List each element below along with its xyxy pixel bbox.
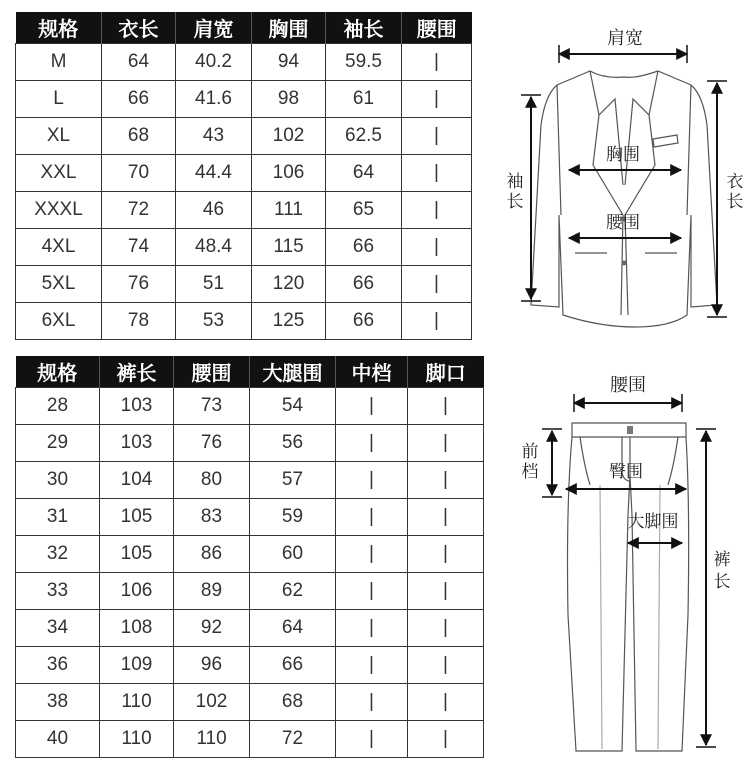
jacket-table-cell: 62.5 bbox=[326, 118, 402, 155]
jacket-table-cell: 43 bbox=[176, 118, 252, 155]
pants-size-table bbox=[15, 356, 484, 758]
jacket-table-cell: 102 bbox=[252, 118, 326, 155]
pants-header-size: 规格 bbox=[16, 356, 100, 388]
jacket-table-cell: 72 bbox=[102, 192, 176, 229]
shoulder-label: 肩宽 bbox=[607, 28, 643, 49]
pants-table-cell: 68 bbox=[250, 684, 336, 721]
jacket-table-cell: 46 bbox=[176, 192, 252, 229]
pants-table-row bbox=[16, 573, 484, 610]
length-label-1: 衣 bbox=[726, 172, 744, 192]
jacket-header-size: 规格 bbox=[16, 12, 102, 44]
hip-label: 臀围 bbox=[609, 462, 643, 482]
jacket-table-cell: 5XL bbox=[16, 266, 102, 303]
jacket-table-cell: 106 bbox=[252, 155, 326, 192]
pants-table-row bbox=[16, 647, 484, 684]
jacket-table-cell: 65 bbox=[326, 192, 402, 229]
pants-table-cell: 96 bbox=[174, 647, 250, 684]
jacket-table-cell: 44.4 bbox=[176, 155, 252, 192]
pants-header-thigh: 大腿围 bbox=[250, 356, 336, 388]
pants-table-cell: 59 bbox=[250, 499, 336, 536]
jacket-table-cell: XXL bbox=[16, 155, 102, 192]
jacket-table-cell: 61 bbox=[326, 81, 402, 118]
pants-header-hem: 脚口 bbox=[408, 356, 484, 388]
pants-table-header bbox=[16, 356, 484, 388]
pants-table-cell: 66 bbox=[250, 647, 336, 684]
pants-table-cell: 29 bbox=[16, 425, 100, 462]
pants-table-body bbox=[16, 388, 484, 758]
pants-header-knee: 中档 bbox=[336, 356, 408, 388]
jacket-table-cell: 74 bbox=[102, 229, 176, 266]
pants-table-cell: | bbox=[336, 388, 408, 425]
jacket-table-cell: | bbox=[402, 44, 472, 81]
pants-table-cell: 54 bbox=[250, 388, 336, 425]
length-label-2: 长 bbox=[726, 192, 744, 212]
chest-label: 胸围 bbox=[606, 145, 640, 165]
pants-table-cell: 103 bbox=[100, 388, 174, 425]
pants-table-cell: 108 bbox=[100, 610, 174, 647]
pants-table-row bbox=[16, 388, 484, 425]
pants-table-cell: | bbox=[336, 425, 408, 462]
jacket-table-row bbox=[16, 118, 472, 155]
jacket-header-row bbox=[16, 12, 472, 44]
rise-label-2: 档 bbox=[521, 462, 539, 482]
waist-label: 腰围 bbox=[606, 213, 640, 233]
jacket-table-cell: 66 bbox=[326, 229, 402, 266]
pants-table-row bbox=[16, 462, 484, 499]
jacket-table-cell: 4XL bbox=[16, 229, 102, 266]
pants-table-cell: | bbox=[336, 499, 408, 536]
jacket-table-cell: 41.6 bbox=[176, 81, 252, 118]
pants-table-cell: | bbox=[336, 721, 408, 758]
pants-table-cell: | bbox=[408, 721, 484, 758]
jacket-table-cell: 40.2 bbox=[176, 44, 252, 81]
pants-table-cell: 38 bbox=[16, 684, 100, 721]
jacket-table-row bbox=[16, 229, 472, 266]
pants-header-row bbox=[16, 356, 484, 388]
pants-table-cell: 31 bbox=[16, 499, 100, 536]
pants-table-cell: 56 bbox=[250, 425, 336, 462]
pants-table-cell: 76 bbox=[174, 425, 250, 462]
pants-table-row bbox=[16, 425, 484, 462]
jacket-table-row bbox=[16, 155, 472, 192]
jacket-table-cell: 59.5 bbox=[326, 44, 402, 81]
pants-table-cell: 60 bbox=[250, 536, 336, 573]
jacket-table-cell: 94 bbox=[252, 44, 326, 81]
pants-table-cell: 40 bbox=[16, 721, 100, 758]
pants-table-cell: | bbox=[408, 573, 484, 610]
pants-table-cell: 92 bbox=[174, 610, 250, 647]
jacket-table-cell: | bbox=[402, 266, 472, 303]
jacket-size-table bbox=[15, 12, 472, 340]
pants-table-cell: 83 bbox=[174, 499, 250, 536]
pants-table-cell: | bbox=[408, 610, 484, 647]
pants-table-cell: 104 bbox=[100, 462, 174, 499]
jacket-table-cell: | bbox=[402, 118, 472, 155]
pants-table-cell: | bbox=[336, 536, 408, 573]
pants-table-cell: 106 bbox=[100, 573, 174, 610]
jacket-header-length: 衣长 bbox=[102, 12, 176, 44]
pants-table-cell: | bbox=[408, 684, 484, 721]
jacket-table-cell: 111 bbox=[252, 192, 326, 229]
jacket-table-cell: 48.4 bbox=[176, 229, 252, 266]
pants-table-cell: | bbox=[408, 499, 484, 536]
pants-table-cell: 64 bbox=[250, 610, 336, 647]
pants-table-cell: 62 bbox=[250, 573, 336, 610]
button-icon bbox=[627, 426, 633, 434]
pants-table-cell: | bbox=[408, 425, 484, 462]
jacket-table-cell: | bbox=[402, 155, 472, 192]
pants-table-cell: 73 bbox=[174, 388, 250, 425]
jacket-table-cell: 51 bbox=[176, 266, 252, 303]
jacket-outline-icon bbox=[531, 71, 717, 327]
pants-table-cell: 80 bbox=[174, 462, 250, 499]
pants-table-row bbox=[16, 536, 484, 573]
jacket-table-cell: 66 bbox=[326, 303, 402, 340]
pants-table-cell: | bbox=[336, 647, 408, 684]
jacket-header-sleeve: 袖长 bbox=[326, 12, 402, 44]
jacket-table-cell: 76 bbox=[102, 266, 176, 303]
jacket-table-cell: M bbox=[16, 44, 102, 81]
jacket-table-cell: 98 bbox=[252, 81, 326, 118]
pants-table-cell: 32 bbox=[16, 536, 100, 573]
jacket-table-row bbox=[16, 44, 472, 81]
pants-table-cell: 109 bbox=[100, 647, 174, 684]
jacket-table-cell: XL bbox=[16, 118, 102, 155]
jacket-table-cell: 53 bbox=[176, 303, 252, 340]
jacket-table-cell: | bbox=[402, 192, 472, 229]
jacket-table-cell: 70 bbox=[102, 155, 176, 192]
jacket-table-cell: 66 bbox=[102, 81, 176, 118]
jacket-table-cell: 64 bbox=[326, 155, 402, 192]
jacket-table-cell: 78 bbox=[102, 303, 176, 340]
pants-table-cell: 36 bbox=[16, 647, 100, 684]
jacket-table-cell: 115 bbox=[252, 229, 326, 266]
pants-table-cell: 72 bbox=[250, 721, 336, 758]
rise-label-1: 前 bbox=[521, 442, 539, 462]
jacket-table-header bbox=[16, 12, 472, 44]
pants-table-cell: 110 bbox=[100, 721, 174, 758]
pants-table-cell: 57 bbox=[250, 462, 336, 499]
sleeve-label-1: 袖 bbox=[506, 172, 524, 192]
jacket-diagram bbox=[495, 15, 750, 345]
pants-table-cell: | bbox=[336, 462, 408, 499]
pants-table-row bbox=[16, 721, 484, 758]
pants-table-cell: 34 bbox=[16, 610, 100, 647]
jacket-table-row bbox=[16, 192, 472, 229]
pants-header-length: 裤长 bbox=[100, 356, 174, 388]
pants-length-label-2: 长 bbox=[713, 572, 731, 592]
pants-table-cell: 89 bbox=[174, 573, 250, 610]
pants-table-cell: | bbox=[408, 388, 484, 425]
pants-table-cell: 33 bbox=[16, 573, 100, 610]
pants-table-cell: 105 bbox=[100, 536, 174, 573]
jacket-table-row bbox=[16, 266, 472, 303]
jacket-table-cell: 125 bbox=[252, 303, 326, 340]
pants-header-waist: 腰围 bbox=[174, 356, 250, 388]
pants-table-cell: | bbox=[408, 647, 484, 684]
pants-table-cell: 103 bbox=[100, 425, 174, 462]
pants-diagram bbox=[510, 365, 750, 760]
jacket-table-body bbox=[16, 44, 472, 340]
jacket-table-cell: | bbox=[402, 81, 472, 118]
jacket-table-cell: 68 bbox=[102, 118, 176, 155]
jacket-header-waist: 腰围 bbox=[402, 12, 472, 44]
jacket-header-chest: 胸围 bbox=[252, 12, 326, 44]
thigh-label: 大脚围 bbox=[627, 512, 679, 532]
jacket-table-cell: 120 bbox=[252, 266, 326, 303]
pants-table-cell: 102 bbox=[174, 684, 250, 721]
pants-table-cell: | bbox=[336, 610, 408, 647]
sleeve-label-2: 长 bbox=[506, 192, 524, 212]
jacket-table-row bbox=[16, 81, 472, 118]
pants-length-label-1: 裤 bbox=[713, 550, 731, 570]
pants-table-cell: 30 bbox=[16, 462, 100, 499]
pants-table-cell: 86 bbox=[174, 536, 250, 573]
pants-table-cell: 28 bbox=[16, 388, 100, 425]
pants-table-cell: 105 bbox=[100, 499, 174, 536]
pants-table-row bbox=[16, 684, 484, 721]
pants-table-cell: 110 bbox=[100, 684, 174, 721]
jacket-table-cell: L bbox=[16, 81, 102, 118]
pants-waist-label: 腰围 bbox=[610, 375, 646, 396]
jacket-table-cell: 66 bbox=[326, 266, 402, 303]
pants-table-cell: | bbox=[336, 573, 408, 610]
pants-table-row bbox=[16, 499, 484, 536]
jacket-table-cell: XXXL bbox=[16, 192, 102, 229]
pants-table-cell: | bbox=[408, 462, 484, 499]
pants-table-cell: | bbox=[336, 684, 408, 721]
jacket-header-shoulder: 肩宽 bbox=[176, 12, 252, 44]
jacket-table-cell: | bbox=[402, 229, 472, 266]
pants-table-cell: | bbox=[408, 536, 484, 573]
jacket-table-cell: 64 bbox=[102, 44, 176, 81]
pants-table-row bbox=[16, 610, 484, 647]
jacket-table-cell: | bbox=[402, 303, 472, 340]
jacket-table-cell: 6XL bbox=[16, 303, 102, 340]
pants-table-cell: 110 bbox=[174, 721, 250, 758]
jacket-table-row bbox=[16, 303, 472, 340]
